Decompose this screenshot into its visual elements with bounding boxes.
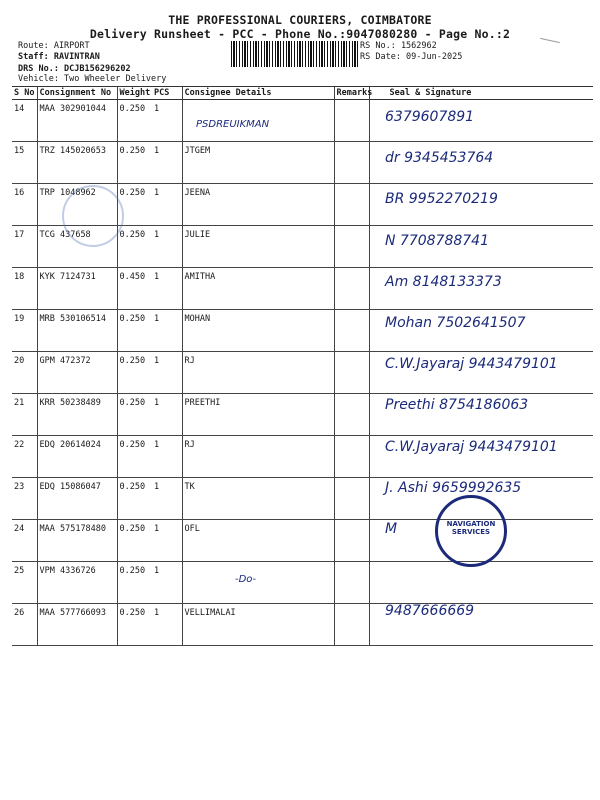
- cell-wt: 0.250: [117, 100, 152, 142]
- cell-cno: GPM 472372: [37, 352, 117, 394]
- cell-wt: 0.250: [117, 352, 152, 394]
- cell-remarks: [334, 142, 369, 184]
- cell-remarks: [334, 562, 369, 604]
- handwritten-signature: J. Ashi 9659992635: [385, 479, 522, 496]
- cell-wt: 0.250: [117, 226, 152, 268]
- cell-name: MOHAN: [182, 310, 334, 352]
- cell-cno: EDQ 15086047: [37, 478, 117, 520]
- col-remarks: Remarks: [334, 87, 369, 100]
- cell-pcs: 1: [152, 520, 182, 562]
- cell-sno: 21: [12, 394, 37, 436]
- col-consignee: Consignee Details: [182, 87, 334, 100]
- cell-remarks: [334, 604, 369, 646]
- table-row: [12, 562, 593, 604]
- cell-remarks: [334, 310, 369, 352]
- handwritten-signature: dr 9345453764: [385, 150, 494, 167]
- cell-pcs: 1: [152, 268, 182, 310]
- handwritten-signature: BR 9952270219: [385, 191, 498, 208]
- cell-cno: MAA 302901044: [37, 100, 117, 142]
- cell-remarks: [334, 520, 369, 562]
- cell-pcs: 1: [152, 604, 182, 646]
- handwritten-signature: 6379607891: [385, 109, 475, 125]
- cell-name: JULIE: [182, 226, 334, 268]
- table-row: [12, 100, 593, 142]
- cell-sno: 16: [12, 184, 37, 226]
- table-row: [12, 142, 593, 184]
- handwritten-signature: Preethi 8754186063: [385, 397, 529, 414]
- cell-sno: 17: [12, 226, 37, 268]
- cell-sno: 20: [12, 352, 37, 394]
- cell-sno: 23: [12, 478, 37, 520]
- table-row: [12, 268, 593, 310]
- cell-pcs: 1: [152, 226, 182, 268]
- cell-cno: KYK 7124731: [37, 268, 117, 310]
- cell-remarks: [334, 184, 369, 226]
- cell-pcs: 1: [152, 562, 182, 604]
- rs-number: RS No.: 1562962: [360, 41, 437, 51]
- cell-sigcell: [369, 562, 593, 604]
- rs-date: RS Date: 09-Jun-2025: [360, 52, 463, 62]
- cell-wt: 0.250: [117, 562, 152, 604]
- cell-pcs: 1: [152, 436, 182, 478]
- cell-name: TK: [182, 478, 334, 520]
- handwritten-signature: N 7708788741: [385, 232, 489, 249]
- handwritten-signature: Am 8148133373: [385, 273, 502, 290]
- table-header: [12, 87, 593, 100]
- cell-remarks: [334, 268, 369, 310]
- cell-remarks: [334, 394, 369, 436]
- cell-sno: 26: [12, 604, 37, 646]
- cell-cno: TRZ 145020653: [37, 142, 117, 184]
- cell-remarks: [334, 478, 369, 520]
- table-row: [12, 604, 593, 646]
- cell-name: PREETHI: [182, 394, 334, 436]
- route-label: Route: AIRPORT: [18, 41, 90, 51]
- cell-name: RJ: [182, 436, 334, 478]
- seal-stamp: [435, 495, 507, 567]
- runsheet-title: Delivery Runsheet - PCC - Phone No.:9047080280 - Page No.:2: [89, 27, 511, 41]
- cell-sno: 22: [12, 436, 37, 478]
- cell-name: OFL: [182, 520, 334, 562]
- drs-number: DRS No.: DCJB156296202: [18, 64, 131, 74]
- cell-sno: 19: [12, 310, 37, 352]
- cell-wt: 0.250: [117, 604, 152, 646]
- cell-pcs: 1: [152, 184, 182, 226]
- cell-sno: 14: [12, 100, 37, 142]
- cell-name: VELLIMALAI: [182, 604, 334, 646]
- cell-cno: MRB 530106514: [37, 310, 117, 352]
- cell-wt: 0.450: [117, 268, 152, 310]
- col-consignment: Consignment No: [37, 87, 117, 100]
- handwritten-consignee: PSDREUIKMAN: [196, 119, 270, 130]
- cell-name: JTGEM: [182, 142, 334, 184]
- cell-pcs: 1: [152, 478, 182, 520]
- col-weight: Weight: [117, 87, 152, 100]
- cell-sno: 25: [12, 562, 37, 604]
- cell-sno: 24: [12, 520, 37, 562]
- cell-pcs: 1: [152, 310, 182, 352]
- staff-label: Staff: RAVINTRAN: [18, 52, 100, 62]
- cell-wt: 0.250: [117, 520, 152, 562]
- cell-cno: MAA 575178480: [37, 520, 117, 562]
- cell-remarks: [334, 226, 369, 268]
- cell-cno: TCG 437658: [37, 226, 117, 268]
- cell-cno: VPM 4336726: [37, 562, 117, 604]
- col-signature: Seal & Signature: [369, 87, 593, 100]
- handwritten-signature: 9487666669: [385, 603, 475, 620]
- cell-wt: 0.250: [117, 310, 152, 352]
- cell-sno: 18: [12, 268, 37, 310]
- stamp-text: NAVIGATION SERVICES: [446, 520, 496, 536]
- handwritten-consignee: -Do-: [235, 574, 257, 586]
- handwritten-signature: C.W.Jayaraj 9443479101: [385, 356, 558, 373]
- faded-stamp: [62, 185, 124, 247]
- cell-cno: KRR 50238489: [37, 394, 117, 436]
- barcode-icon: [231, 41, 358, 67]
- cell-cno: EDQ 20614024: [37, 436, 117, 478]
- cell-pcs: 1: [152, 394, 182, 436]
- cell-pcs: 1: [152, 352, 182, 394]
- cell-name: JEENA: [182, 184, 334, 226]
- cell-remarks: [334, 100, 369, 142]
- company-title: THE PROFESSIONAL COURIERS, COIMBATORE: [168, 13, 432, 27]
- col-sno: S No: [12, 87, 37, 100]
- cell-cno: TRP 1048962: [37, 184, 117, 226]
- cell-sno: 15: [12, 142, 37, 184]
- handwritten-signature: Mohan 7502641507: [385, 315, 526, 331]
- cell-wt: 0.250: [117, 394, 152, 436]
- cell-remarks: [334, 436, 369, 478]
- cell-name: RJ: [182, 352, 334, 394]
- cell-pcs: 1: [152, 100, 182, 142]
- handwritten-signature: C.W.Jayaraj 9443479101: [385, 438, 558, 455]
- handwritten-signature: M: [385, 521, 398, 537]
- cell-wt: 0.250: [117, 184, 152, 226]
- col-pcs: PCS: [152, 87, 182, 100]
- cell-pcs: 1: [152, 142, 182, 184]
- cell-name: AMITHA: [182, 268, 334, 310]
- cell-wt: 0.250: [117, 478, 152, 520]
- cell-remarks: [334, 352, 369, 394]
- cell-cno: MAA 577766093: [37, 604, 117, 646]
- cell-wt: 0.250: [117, 436, 152, 478]
- vehicle-label: Vehicle: Two Wheeler Delivery: [18, 74, 167, 84]
- cell-name: [182, 562, 334, 604]
- cell-wt: 0.250: [117, 142, 152, 184]
